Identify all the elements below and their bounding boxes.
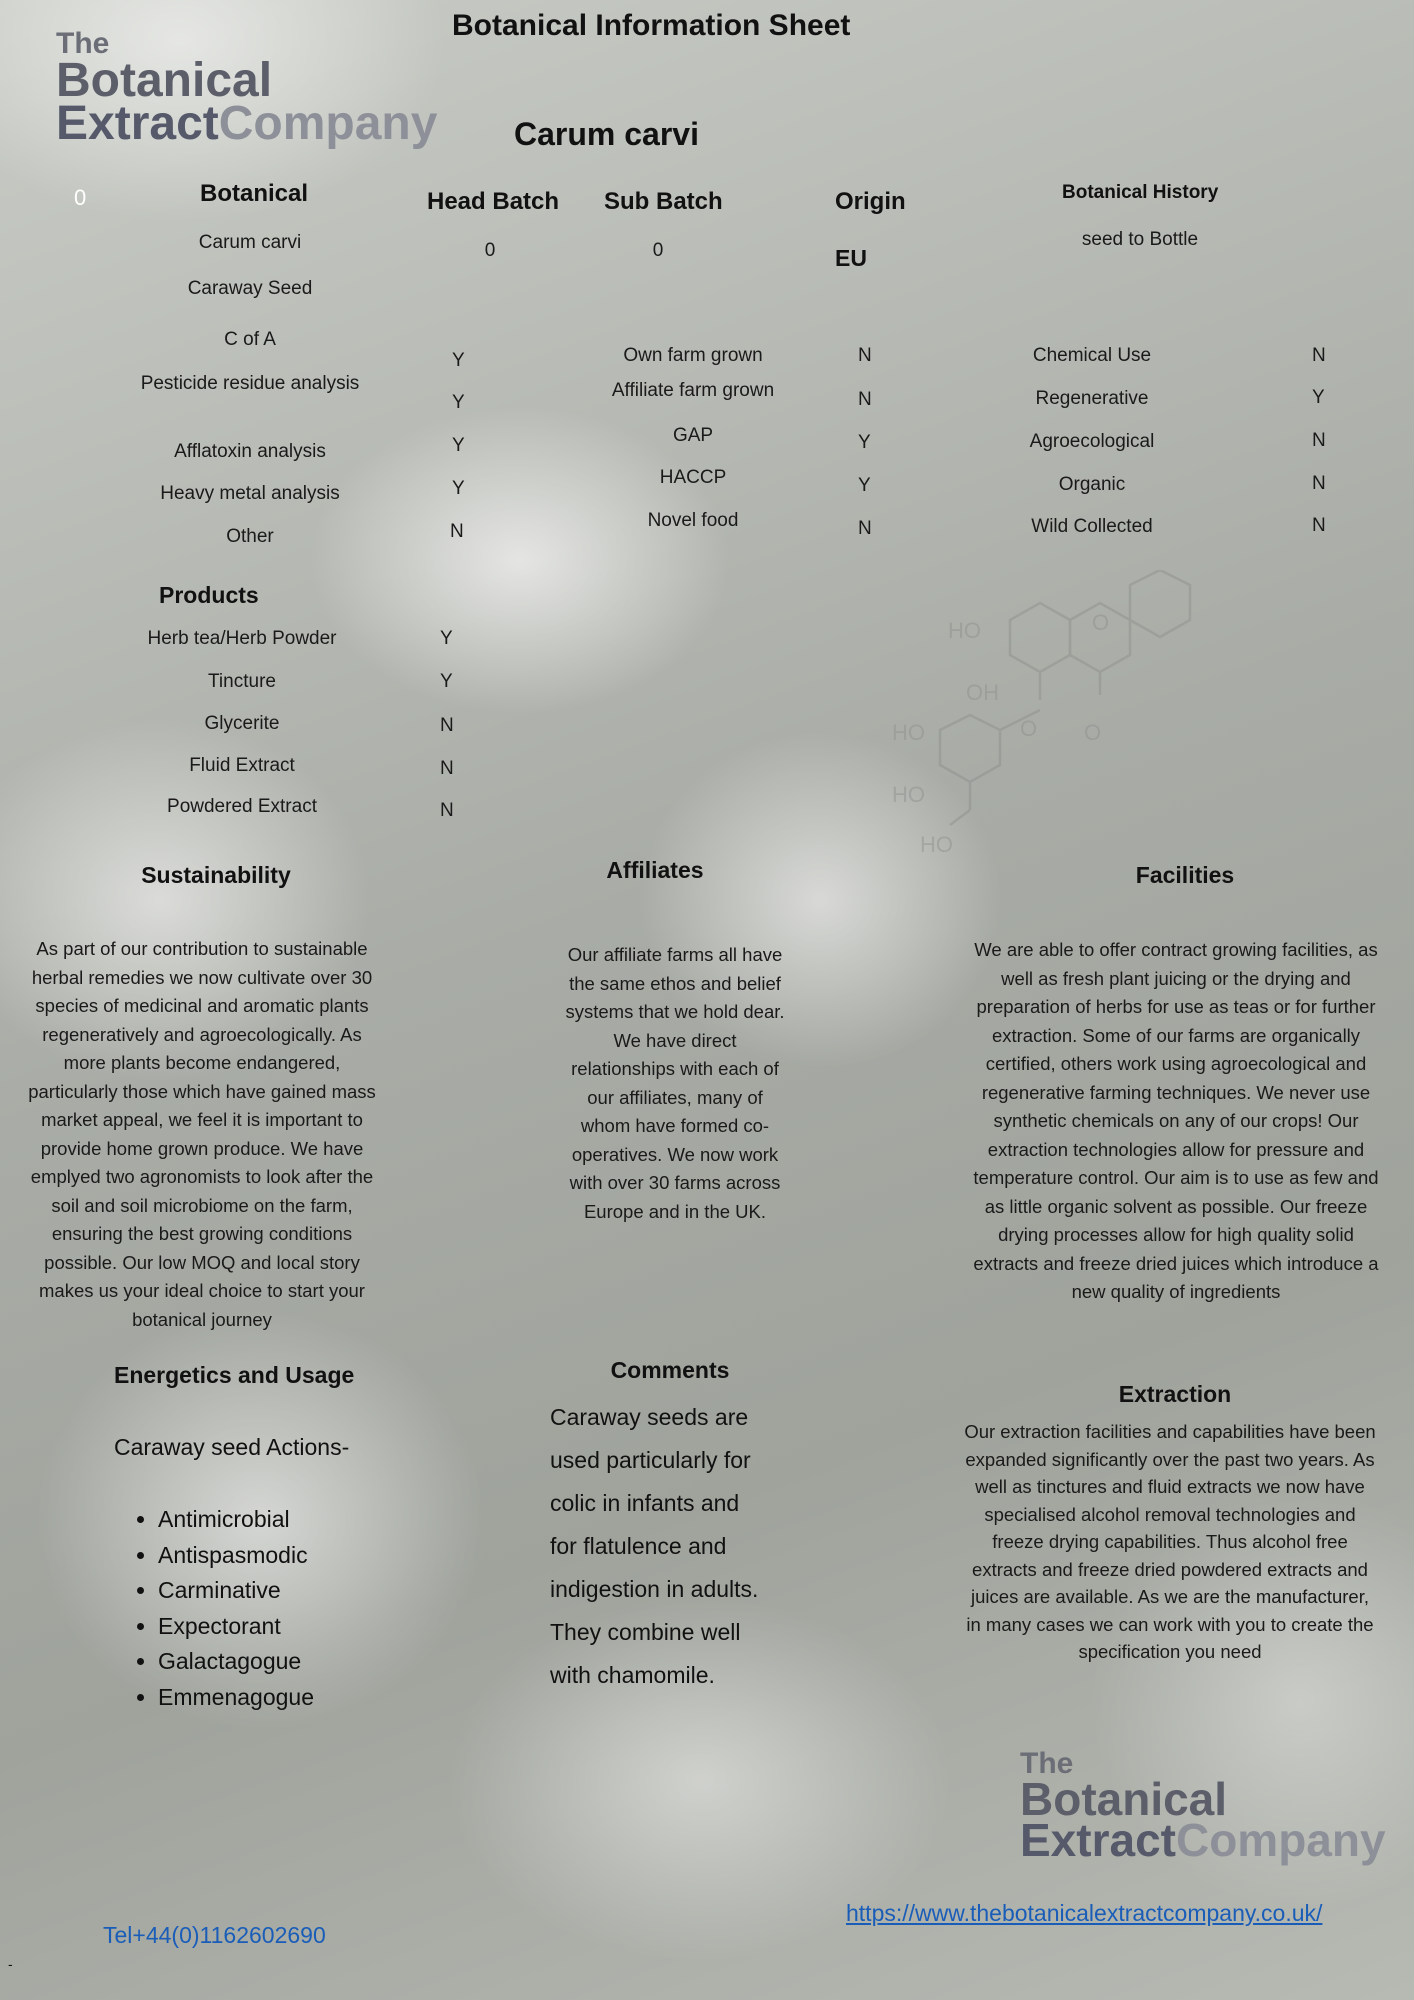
product-label: Fluid Extract [189,755,295,776]
text-line: possible. Our low MOQ and local story [44,1251,360,1273]
text-line: temperature control. Our aim is to use as few and [973,1167,1379,1188]
company-logo-top [56,27,438,151]
text-line: specialised alcohol removal technologies and [984,1503,1356,1525]
text-line: with over 30 farms across [569,1172,781,1193]
farming-value: Y [858,432,871,453]
text-line: They combine well [550,1619,741,1645]
quality-label: Heavy metal analysis [160,483,340,504]
phone-number: Tel+44(0)1162602690 [103,1922,326,1948]
farming-value: N [858,345,872,366]
botanical-common-name: Caraway Seed [187,278,313,299]
text-line: certified, others work using agroecological and [985,1053,1367,1074]
product-value: N [440,758,454,779]
text-line: Caraway seeds are [550,1404,749,1430]
text-line: species of medicinal and aromatic plants [35,995,369,1016]
sub-batch-value: 0 [652,240,664,261]
molecule-label: HO [892,782,925,807]
affiliates-heading: Affiliates [606,857,704,883]
text-line: extraction technologies allow for pressure and [987,1138,1365,1160]
logo-word-extract: Extract [1020,1814,1176,1867]
text-line: Our affiliate farms all have [567,944,783,965]
text-line: freeze drying capabilities. Thus alcohol free [992,1531,1348,1552]
action-item: • Carminative [158,1573,314,1609]
website-link[interactable]: https://www.thebotanicalextractcompany.co.uk/ [846,1900,1323,1926]
text-line: as little organic solvent as possible. Our freeze [984,1195,1368,1217]
actions-list [114,1502,314,1715]
molecule-label: O [1092,610,1110,635]
quality-label: Pesticide residue analysis [140,373,360,394]
row-index: 0 [74,185,87,210]
col-header-history: Botanical History [1062,182,1219,203]
product-label: Powdered Extract [167,796,317,817]
energetics-intro: Caraway seed Actions- [114,1434,350,1460]
practice-value: N [1312,430,1326,451]
text-line: specification you need [1078,1641,1262,1662]
comments-heading: Comments [610,1357,730,1383]
text-line: regeneratively and agroecologically. As [42,1023,362,1045]
molecule-label: O [1020,716,1038,741]
origin-value: EU [835,245,867,271]
molecule-label: HO [892,720,925,745]
product-label: Glycerite [204,713,280,734]
action-item: • Galactagogue [158,1644,314,1680]
farming-value: N [858,389,872,410]
text-line: provide home grown produce. We have [40,1137,364,1159]
text-line: colic in infants and [550,1490,740,1516]
history-value: seed to Bottle [1081,229,1199,250]
quality-label: C of A [224,329,276,350]
practice-label: Wild Collected [1031,516,1153,537]
logo-line-extract-company [56,97,438,151]
text-line: well as tinctures and fluid extracts we now have [975,1476,1365,1497]
logo-word-company: Company [1175,1814,1386,1867]
text-line: regenerative farming techniques. We never use [981,1081,1371,1103]
text-line: well as fresh plant juicing or the drying and [1001,967,1351,989]
product-value: N [440,800,454,821]
quality-value: Y [452,350,465,371]
text-line: extraction. Some of our farms are organically [991,1024,1361,1046]
farming-label: GAP [672,425,714,446]
sustainability-heading: Sustainability [141,862,291,888]
quality-label: Other [226,526,274,547]
text-line: relationships with each of [571,1058,779,1079]
quality-label: Afflatoxin analysis [174,441,326,462]
text-line: As part of our contribution to sustainable [36,938,368,959]
molecule-label: O [1084,720,1102,745]
logo-word-extract: Extract [56,97,219,151]
farming-label: Novel food [647,510,739,531]
molecule-label: HO [920,832,953,857]
text-line: botanical journey [132,1308,272,1330]
action-item: • Antimicrobial [158,1502,314,1538]
practice-label: Agroecological [1029,431,1155,452]
quality-value: N [450,521,464,542]
action-item: • Antispasmodic [158,1538,314,1574]
action-item: • Emmenagogue [158,1680,314,1716]
farming-label: HACCP [659,467,727,488]
text-line: Our extraction facilities and capabilities have been [964,1421,1376,1442]
product-label: Herb tea/Herb Powder [147,628,337,649]
logo-line-the: The [56,27,110,60]
energetics-heading: Energetics and Usage [114,1362,355,1388]
text-line: drying processes allow for high quality solid [998,1224,1354,1245]
product-value: Y [440,671,453,692]
text-line: Europe and in the UK. [583,1200,767,1222]
page-title: Botanical Information Sheet [452,9,851,42]
text-line: emplyed two agronomists to look after the [30,1166,374,1187]
practice-label: Regenerative [1035,388,1149,409]
text-line: soil and soil microbiome on the farm, [51,1194,353,1216]
text-line: operatives. We now work [571,1143,779,1165]
facilities-text [946,936,1406,1307]
text-line: We have direct [613,1029,737,1051]
col-header-origin: Origin [835,188,906,215]
molecule-structure-graphic [880,570,1240,870]
text-line: whom have formed co- [580,1115,770,1136]
text-line: more plants become endangered, [63,1052,341,1073]
farming-value: N [858,518,872,539]
footer-dash: - [8,1956,13,1972]
text-line: systems that we hold dear. [565,1001,785,1022]
practice-value: Y [1312,387,1325,408]
molecule-label: HO [948,618,981,643]
farming-value: Y [858,475,871,496]
affiliates-text [530,941,820,1226]
text-line: market appeal, we feel it is important to [41,1109,363,1130]
practice-label: Organic [1058,474,1126,495]
logo-line-botanical: Botanical [1020,1773,1228,1825]
molecule-label: OH [966,680,999,705]
text-line: indigestion in adults. [550,1576,759,1602]
head-batch-value: 0 [484,240,496,261]
text-line: our affiliates, many of [587,1086,763,1108]
farming-label: Own farm grown [623,345,763,366]
text-line: makes us your ideal choice to start your [39,1280,365,1301]
company-logo-bottom [1020,1747,1386,1867]
logo-line-extract-company [1020,1814,1386,1867]
farming-label: Affiliate farm grown [611,380,775,401]
text-line: used particularly for [550,1447,751,1473]
extraction-text [940,1418,1400,1666]
logo-line-the: The [1020,1747,1074,1780]
product-value: N [440,715,454,736]
botanical-latin-name: Carum carvi [198,232,302,253]
practice-label: Chemical Use [1032,345,1152,366]
quality-value: Y [452,435,465,456]
practice-value: N [1312,473,1326,494]
text-line: particularly those which have gained mass [28,1080,376,1102]
text-line: with chamomile. [550,1662,715,1688]
text-line: juices are available. As we are the manufacturer, [971,1586,1369,1607]
quality-value: Y [452,392,465,413]
product-value: Y [440,628,453,649]
text-line: new quality of ingredients [1071,1281,1281,1302]
col-header-botanical: Botanical [200,180,309,207]
practice-value: N [1312,515,1326,536]
text-line: expanded significantly over the past two years. As [965,1448,1375,1470]
text-line: extracts and freeze dried juices which introduce a [973,1252,1379,1274]
text-line: extracts and freeze dried powdered extracts and [972,1558,1368,1580]
action-item: • Expectorant [158,1609,314,1645]
text-line: We are able to offer contract growing facilities, as [974,939,1378,960]
text-line: synthetic chemicals on any of our crops! Our [993,1110,1359,1131]
products-heading: Products [159,582,259,608]
facilities-heading: Facilities [1135,862,1235,888]
text-line: ensuring the best growing conditions [51,1223,353,1244]
quality-value: Y [452,478,465,499]
text-line: the same ethos and belief [569,972,781,994]
text-line: herbal remedies we now cultivate over 30 [31,966,373,988]
comments-text [550,1396,758,1697]
botanical-subtitle: Carum carvi [514,116,699,152]
text-line: for flatulence and [550,1533,727,1559]
extraction-heading: Extraction [1118,1381,1232,1407]
col-header-sub-batch: Sub Batch [604,188,723,215]
logo-line-botanical: Botanical [56,54,273,107]
logo-word-company: Company [218,97,438,151]
sustainability-text [4,935,400,1334]
text-line: preparation of herbs for use as teas or for further [976,996,1376,1017]
practice-value: N [1312,345,1326,366]
product-label: Tincture [208,671,276,692]
col-header-head-batch: Head Batch [427,188,560,215]
text-line: in many cases we can work with you to create the [966,1613,1374,1635]
